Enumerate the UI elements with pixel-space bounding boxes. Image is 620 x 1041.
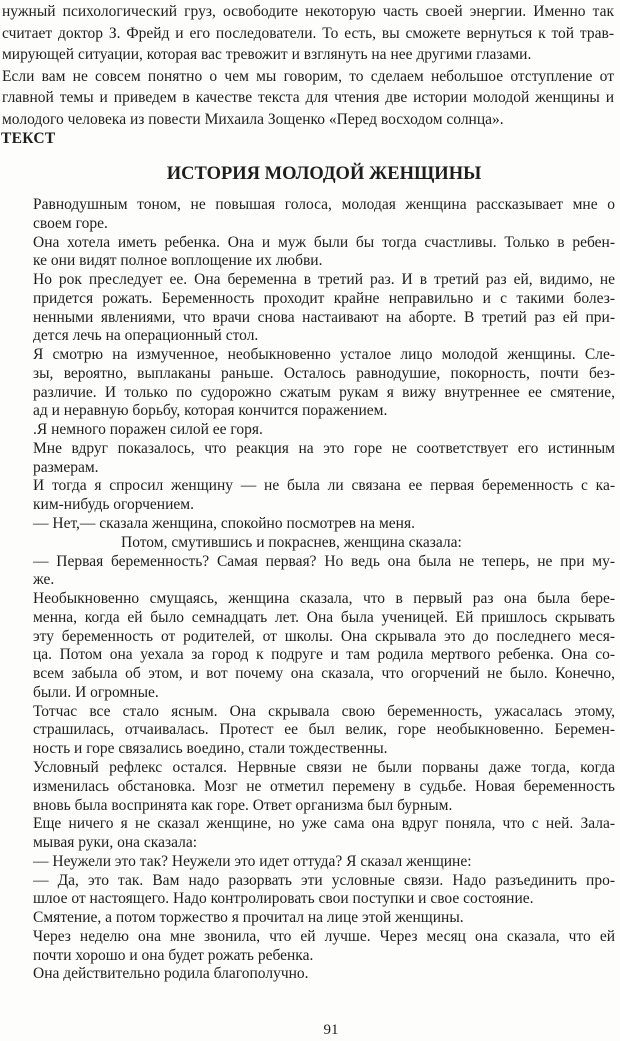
text-line: Равнодушным тоном, не повышая голоса, молодая женщина рассказывает мне о [33, 196, 615, 213]
text-line: ад и неравную борьбу, которая кончится поражением. [33, 402, 388, 420]
section-label: ТЕКСТ [1, 130, 56, 147]
text-line: различие. И только по судорожно сжатым рукам я вижу внутреннее ее смятение, [33, 383, 615, 401]
text-line: Она действительно родила благополучно. [33, 965, 309, 983]
text-line: Через неделю она мне звонила, что ей лучше. Через месяц она сказала, что ей [33, 927, 615, 945]
intro-paragraphs [2, 1, 614, 131]
text-line: И тогда я спросил женщину — не была ли связана ее первая беременность с ка- [33, 477, 615, 495]
text-line: же. [33, 571, 55, 589]
story-text [33, 196, 615, 984]
text-line: Если вам не совсем понятно о чем мы говорим, то сделаем небольшое отступление от [2, 67, 614, 85]
text-line: ким-нибудь огорчением. [33, 496, 194, 514]
text-line: ке они видят полное воплощение их любви. [33, 252, 323, 270]
text-line: менна, когда ей было семнадцать лет. Она была ученицей. Ей пришлось скрывать [33, 608, 615, 626]
text-line: придется рожать. Беременность проходит крайне неправильно и с такими болез- [33, 289, 615, 307]
story-title: ИСТОРИЯ МОЛОДОЙ ЖЕНЩИНЫ [166, 164, 482, 184]
text-line: ненными явлениями, что врачи снова настаивают на аборте. В третий раз ей при- [33, 308, 615, 326]
text-line: Но рок преследует ее. Она беременна в третий раз. И в третий раз ей, видимо, не [33, 271, 615, 289]
text-line: страшилась, отчаивалась. Протест ее был велик, горе необыкновенно. Беремен- [33, 721, 615, 739]
text-line: дется лечь на операционный стол. [33, 327, 259, 345]
text-line: нужный психологический груз, освободите некоторую часть своей энергии. Именно так [2, 3, 614, 20]
text-line: Тотчас все стало ясным. Она скрывала свою беременность, ужасалась этому, [33, 702, 615, 720]
text-line: .Я немного поражен силой ее горя. [33, 421, 263, 439]
text-line: были. И огромные. [33, 683, 159, 701]
text-line: Смятение, а потом торжество я прочитал на лице этой женщины. [33, 909, 464, 927]
text-line: шлое от настоящего. Надо контролировать свои поступки и свое состояние. [33, 890, 534, 908]
text-line: главной темы и приведем в качестве текста для чтения две истории молодой женщины и [2, 89, 614, 107]
text-line: мывая руки, она сказала: [33, 834, 198, 852]
text-line: ца. Потом она уехала за город к подруге и там родила мертвого ребенка. Она со- [33, 646, 615, 664]
text-line: мирующей ситуации, которая вас тревожит и взглянуть на нее другими глазами. [2, 46, 532, 64]
text-line: ность и горе связались воедино, стали тождественны. [33, 740, 388, 758]
text-line: изменилась обстановка. Мозг не отметил перемену в судьбе. Новая беременность [33, 777, 615, 795]
text-line: — Первая беременность? Самая первая? Но ведь она была не теперь, не при му- [33, 552, 615, 570]
text-line: — Неужели это так? Неужели это идет оттуда? Я сказал женщине: [33, 852, 472, 870]
text-line: вновь была воспринята как горе. Ответ организма был бурным. [33, 796, 453, 814]
text-line: своем горе. [33, 214, 108, 232]
text-line: эту беременность от родителей, от школы. Она скрывала это до последнего меся- [33, 627, 615, 645]
text-line: молодого человека из повести Михаила Зощенко «Перед восходом солнца». [2, 110, 504, 128]
text-line: размерам. [33, 458, 99, 476]
text-line: Она хотела иметь ребенка. Она и муж были бы тогда счастливы. Только в ребен- [33, 233, 615, 251]
text-line: Необыкновенно смущаясь, женщина сказала, что в первый раз она была бере- [33, 590, 615, 608]
text-line: Мне вдруг показалось, что реакция на это горе не соответствует его истинным [33, 439, 615, 457]
text-line: Еще ничего я не сказал женщине, но уже сама она вдруг поняла, что с ней. Зала- [33, 815, 615, 833]
text-line: Условный рефлекс остался. Нервные связи не были порваны даже тогда, когда [33, 758, 615, 776]
text-line: — Да, это так. Вам надо разорвать эти условные связи. Надо разъединить про- [33, 871, 615, 889]
text-line: зы, вероятно, выплаканы раньше. Осталось равнодушие, покорность, почти без- [33, 364, 615, 382]
page-number: 91 [323, 1022, 339, 1038]
text-line: считает доктор З. Фрейд и его последователи. То есть, вы сможете вернуться к той трав- [2, 24, 614, 42]
text-line: — Нет,— сказала женщина, спокойно посмотрев на меня. [33, 515, 415, 533]
text-line: всем забыла об этом, и вот почему она сказала, что огорчений не было. Конечно, [33, 665, 615, 683]
text-line: почти хорошо и она будет рожать ребенка. [33, 946, 314, 964]
text-line: Я смотрю на измученное, необыкновенно усталое лицо молодой женщины. Сле- [33, 346, 615, 364]
text-line: Потом, смутившись и покраснев, женщина сказала: [121, 533, 462, 551]
